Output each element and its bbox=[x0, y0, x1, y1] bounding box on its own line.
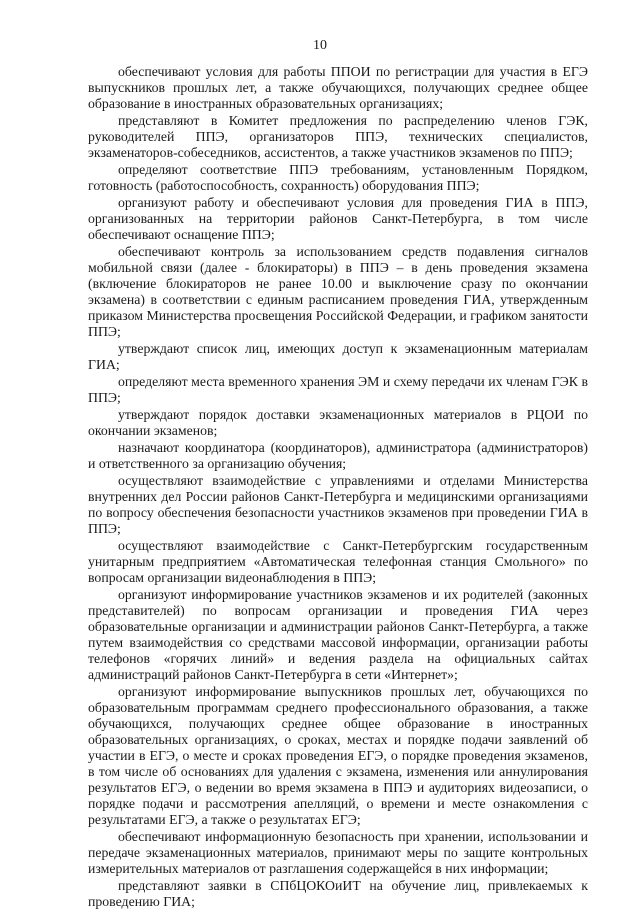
page-number: 10 bbox=[313, 38, 327, 53]
paragraph: назначают координатора (координаторов), администратора (администраторов) и ответственного за организацию обучения; bbox=[88, 440, 588, 471]
paragraph: осуществляют взаимодействие с управлениями и отделами Министерства внутренних дел России районов Санкт-Петербурга и медицинскими организациями по вопросу обеспечения безопасности участников экзаменов при проведении ГИА в ППЭ; bbox=[88, 473, 588, 536]
paragraph: обеспечивают контроль за использованием средств подавления сигналов мобильной связи (далее - блокираторы) в ППЭ – в день проведения экзамена (включение блокираторов не ранее 10.00 и выключение сразу по окончании экзамена) в соответствии с единым расписанием проведения ГИА, утвержденным приказом Министерства просвещения Российской Федерации, и графиком занятости ППЭ; bbox=[88, 244, 588, 339]
paragraph: определяют соответствие ППЭ требованиям, установленным Порядком, готовность (работоспособность, сохранность) оборудования ППЭ; bbox=[88, 162, 588, 193]
paragraph: определяют места временного хранения ЭМ и схему передачи их членам ГЭК в ППЭ; bbox=[88, 374, 588, 405]
paragraph: утверждают список лиц, имеющих доступ к экзаменационным материалам ГИА; bbox=[88, 341, 588, 372]
paragraph: организуют информирование участников экзаменов и их родителей (законных представителей) по вопросам организации и проведения ГИА через образовательные организации и администрации районов Санкт-Петербурга, а также путем взаимодействия со средствами массовой информации, организации работы телефонов «горячих линий» и ведения раздела на официальных сайтах администраций районов Санкт-Петербурга в сети «Интернет»; bbox=[88, 587, 588, 682]
paragraph: утверждают порядок доставки экзаменационных материалов в РЦОИ по окончании экзаменов; bbox=[88, 407, 588, 438]
paragraph: представляют заявки в СПбЦОКОиИТ на обучение лиц, привлекаемых к проведению ГИА; bbox=[88, 878, 588, 909]
document-body bbox=[88, 64, 588, 911]
paragraph: обеспечивают информационную безопасность при хранении, использовании и передаче экзаменационных материалов, принимают меры по защите контрольных измерительных материалов от разглашения содержащейся в них информации; bbox=[88, 829, 588, 876]
paragraph: представляют в Комитет предложения по распределению членов ГЭК, руководителей ППЭ, организаторов ППЭ, технических специалистов, экзаменаторов-собеседников, ассистентов, а также участников экзаменов по ППЭ; bbox=[88, 113, 588, 160]
paragraph: организуют работу и обеспечивают условия для проведения ГИА в ППЭ, организованных на территории районов Санкт-Петербурга, в том числе обеспечивают оснащение ППЭ; bbox=[88, 195, 588, 242]
paragraph: обеспечивают условия для работы ППОИ по регистрации для участия в ЕГЭ выпускников прошлых лет, а также обучающихся, получающих среднее общее образование в иностранных образовательных организациях; bbox=[88, 64, 588, 111]
paragraph: организуют информирование выпускников прошлых лет, обучающихся по образовательным программам среднего профессионального образования, а также обучающихся, получающих среднее общее образование в иностранных образовательных организациях, о сроках, местах и порядке подачи заявлений об участии в ЕГЭ, о месте и сроках проведения ЕГЭ, о порядке проведения экзаменов, в том числе об основаниях для удаления с экзамена, изменения или аннулирования результатов ЕГЭ, о ведении во время экзамена в ППЭ и аудиториях видеозаписи, о порядке подачи и рассмотрения апелляций, о времени и месте ознакомления с результатами ЕГЭ, а также о результатах ЕГЭ; bbox=[88, 684, 588, 827]
paragraph: осуществляют взаимодействие с Санкт-Петербургским государственным унитарным предприятием «Автоматическая телефонная станция Смольного» по вопросам организации видеонаблюдения в ППЭ; bbox=[88, 538, 588, 585]
